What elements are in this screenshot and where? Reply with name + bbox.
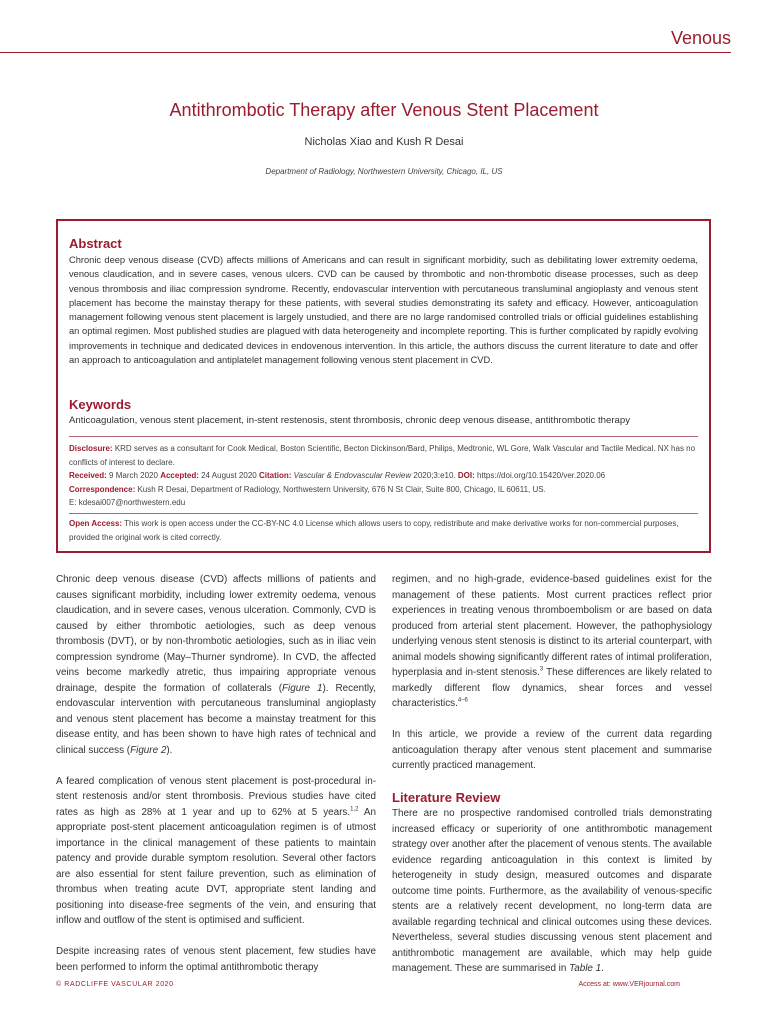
- citation-rest: 2020;3:e10.: [413, 471, 456, 481]
- disclosure-label: Disclosure:: [69, 444, 113, 453]
- metadata-divider: [69, 513, 698, 514]
- abstract-divider: [69, 436, 698, 437]
- correspondence-text: Kush R Desai, Department of Radiology, Northwestern University, 676 N St Clair, Suite 800, Chicago, IL 60611, US.: [137, 484, 546, 494]
- body-text: These differences are likely related to markedly different flow dynamics, shear forces and vessel characteristics.: [392, 667, 712, 709]
- abstract-text: Chronic deep venous disease (CVD) affects millions of Americans and can result in significant morbidity, such as debilitating lower extremity oedema, venous claudication, and in severe cases, venous ulcers. CVD can be caused by thrombotic and non-thrombotic disease processes, such as deep venous thrombosis and iliac compression syndrome. Recently, endovascular intervention with percutaneous transluminal angioplasty and venous stent placement has become the mainstay therapy for these patients, with several studies demonstrating its safety and efficacy. However, anticoagulation management following venous stent placement is largely unstudied, and there are no large randomised controlled trials or official guidelines establishing an optimal regimen. Most published studies are plagued with data heterogeneity and incomplete reporting. This is further complicated by rapidly evolving improvements in technique and dedicated devices in endovenous intervention. In this article, the authors discuss the current literature to date and offer an approach to anticoagulation and antiplatelet management following venous stent placement in CVD.: [69, 255, 698, 366]
- footer-journal-link[interactable]: Access at: www.VERjournal.com: [578, 981, 680, 988]
- citation-ref[interactable]: 4–6: [457, 697, 468, 704]
- body-paragraph: [392, 572, 712, 712]
- body-text: Despite increasing rates of venous stent placement, few studies have been performed to inform the optimal antithrombotic therapy: [56, 946, 376, 973]
- body-text: In this article, we provide a review of the current data regarding anticoagulation therapy after venous stent placement and summarise currently practiced management.: [392, 729, 712, 771]
- body-text: There are no prospective randomised controlled trials demonstrating increased efficacy or superiority of one antithrombotic management strategy over another after the placement of venous stents. The available evidence regarding anticoagulation in this context is limited by heterogeneity in study design, measured outcomes and disparate outcome time points. Furthermore, as the availability of venous-specific stents are a relatively recent development, no long-term data are available regarding technical and clinical outcomes using these devices. Nevertheless, several studies discussing venous stent placement and antithrombotic management are available, which may help guide management. These are summarised in: [392, 808, 712, 974]
- body-text: ).: [166, 744, 173, 756]
- figure-1-ref[interactable]: Figure 1: [282, 682, 323, 694]
- authors: Nicholas Xiao and Kush R Desai: [304, 136, 464, 148]
- open-access-text: This work is open access under the CC-BY-NC 4.0 License which allows users to copy, redistribute and make derivative works for non-commercial purposes, provided the original work is cited correctly.: [69, 519, 679, 542]
- body-text: Chronic deep venous disease (CVD) affects millions of patients and causes significant morbidity, including lower extremity oedema, venous claudication, and in severe cases, venous ulceration. Commonly, CVD is caused by either thrombotic aetiologies, such as deep venous thrombosis (DVT), or by non-thrombotic aetiologies, such as in iliac vein compression syndrome (May–Thurner syndrome). In CVD, the affected veins become markedly atretic, thus impairing appropriate venous drainage, despite the formation of collaterals (: [56, 574, 376, 694]
- article-metadata: [69, 442, 698, 510]
- accepted-date: 24 August 2020: [201, 471, 257, 481]
- body-paragraph: [392, 727, 712, 774]
- citation-ref[interactable]: 3: [539, 666, 544, 673]
- keywords-text: Anticoagulation, venous stent placement, in-stent restenosis, stent thrombosis, chronic deep venous disease, antithrombotic therapy: [69, 415, 631, 426]
- abstract-box: [56, 219, 711, 553]
- body-column-right: [392, 572, 712, 992]
- table-1-ref[interactable]: Table 1: [569, 963, 602, 974]
- body-paragraph: [56, 944, 376, 975]
- correspondence-label: Correspondence:: [69, 484, 136, 494]
- footer-copyright: © RADCLIFFE VASCULAR 2020: [56, 981, 174, 988]
- body-paragraph: [56, 572, 376, 758]
- correspondence-email[interactable]: E: kdesai007@northwestern.edu: [69, 498, 186, 508]
- disclosure-text: KRD serves as a consultant for Cook Medical, Boston Scientific, Becton Dickinson/Bard, Philips, Medtronic, WL Gore, Walk Vascular and Tactile Medical. NX has no conflicts of interest to declare.: [69, 444, 696, 467]
- abstract-heading: Abstract: [69, 236, 122, 251]
- doi-link[interactable]: https://doi.org/10.15420/ver.2020.06: [477, 471, 606, 481]
- body-text: ). Recently, endovascular intervention with percutaneous transluminal angioplasty and venous stent placement has become a mainstay treatment for this disease entity, and has been shown to have high rates of technical and clinical success (: [56, 682, 376, 756]
- article-title: Antithrombotic Therapy after Venous Stent Placement: [169, 100, 599, 120]
- section-label: Venous: [670, 28, 731, 48]
- citation-ref[interactable]: 1,2: [350, 806, 359, 813]
- open-access-note: [69, 517, 698, 544]
- body-text: A feared complication of venous stent placement is post-procedural in-stent restenosis and/or stent thrombosis. Previous studies have cited rates as high as 28% at 1 year and up to 62% at 5 years.: [56, 775, 376, 818]
- body-paragraph: [56, 774, 376, 929]
- figure-2-ref[interactable]: Figure 2: [130, 744, 167, 756]
- body-text: .: [601, 963, 604, 974]
- body-text: An appropriate post-stent placement anticoagulation regimen is of utmost importance in the clinical management of these patients to maintain patency and provide durable symptom resolution. Several other factors are also essential for stent failure prevention, such as elimination of thrombus when treating acute DVT, appropriate stent landing and positioning into disease-free segments of the vein, and ensuring that inflow and outflow of the stent is optimised and sufficient.: [56, 806, 376, 926]
- citation-label: Citation:: [258, 471, 292, 481]
- header-rule: [0, 52, 731, 53]
- received-date: 9 March 2020: [109, 471, 158, 481]
- open-access-label: Open Access:: [69, 519, 123, 528]
- citation-journal: Vascular & Endovascular Review: [293, 471, 412, 481]
- accepted-label: Accepted:: [160, 471, 199, 481]
- doi-label: DOI:: [457, 471, 475, 481]
- affiliation: Department of Radiology, Northwestern University, Chicago, IL, US: [265, 167, 503, 176]
- body-column-left: [56, 572, 376, 991]
- keywords-heading: Keywords: [69, 397, 132, 412]
- body-paragraph: [392, 806, 712, 977]
- body-text: regimen, and no high-grade, evidence-based guidelines exist for the management of these patients. Most current practices reflect prior experiences in treating venous thromboembolism or are based on data produced from arterial stent placement. However, the pathophysiology underlying venous stent stenosis is distinct to its arterial counterpart, with animal models showing significantly different rates of intimal proliferation, hyperplasia and in-stent stenosis.: [392, 574, 712, 678]
- received-label: Received:: [69, 471, 107, 481]
- literature-review-heading: Literature Review: [392, 790, 501, 805]
